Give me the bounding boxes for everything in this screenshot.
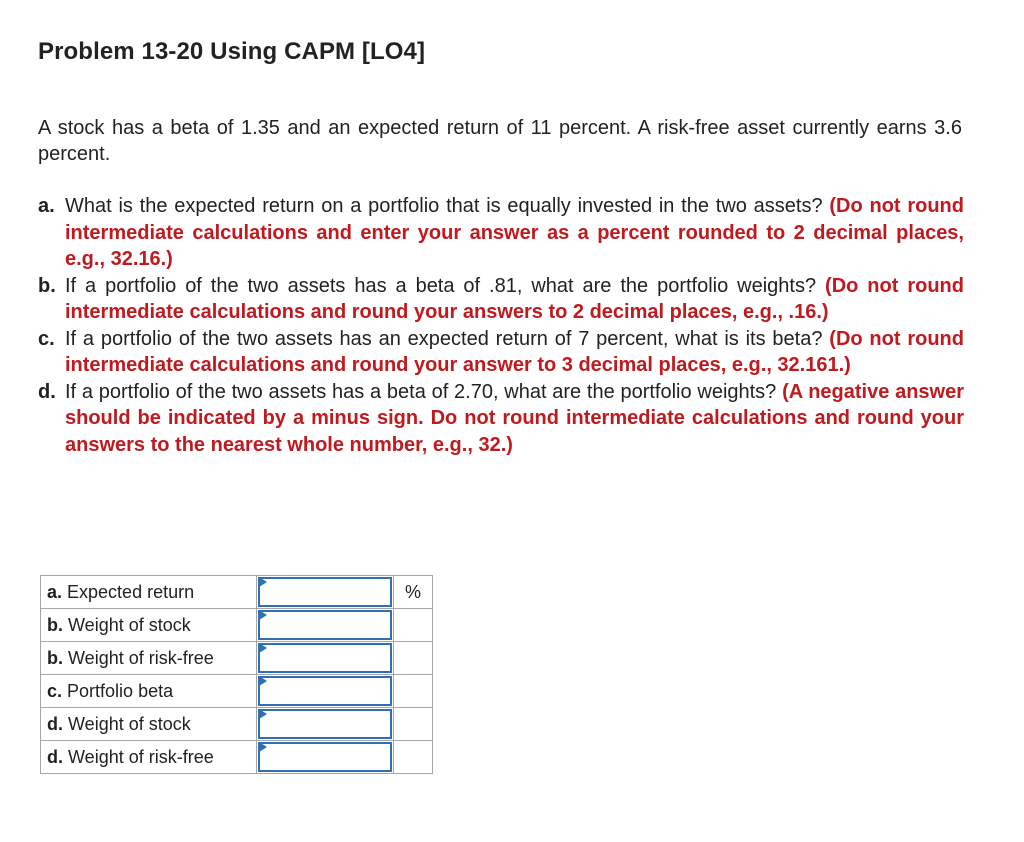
part-question: What is the expected return on a portfolio that is equally invested in the two assets? <box>65 195 823 217</box>
answer-row-c-portfolio-beta <box>41 675 433 708</box>
c-portfolio-beta-input[interactable] <box>260 678 388 704</box>
part-instruction: (Do not round intermediate calculations and enter your answer as a percent rounded to 2 decimal places, e.g., 32.16.) <box>65 195 964 270</box>
answer-label-text: Weight of stock <box>68 713 191 734</box>
answer-table <box>40 575 433 774</box>
answer-label <box>41 708 257 741</box>
answer-label-letter: b. <box>47 614 63 635</box>
answer-unit <box>394 642 433 675</box>
question-part-b <box>38 273 964 326</box>
answer-row-b-weight-riskfree <box>41 642 433 675</box>
answer-label-text: Weight of risk-free <box>68 746 214 767</box>
answer-unit <box>394 675 433 708</box>
d-weight-of-stock-input[interactable] <box>260 711 388 737</box>
part-letter: b. <box>38 274 56 297</box>
answer-label-text: Weight of stock <box>68 614 191 635</box>
question-part-d <box>38 379 964 459</box>
answer-label-letter: d. <box>47 713 63 734</box>
part-letter: c. <box>38 327 55 350</box>
part-letter: a. <box>38 195 55 217</box>
answer-label <box>41 576 257 609</box>
answer-label-letter: a. <box>47 581 63 602</box>
answer-label-text: Portfolio beta <box>67 680 174 701</box>
answer-unit: % <box>394 576 433 609</box>
answer-label <box>41 741 257 774</box>
part-instruction: (Do not round intermediate calculations and round your answer to 3 decimal places, e.g., 32.161.) <box>65 327 964 376</box>
answer-label-text: Expected return <box>67 581 195 602</box>
question-part-a <box>38 193 964 273</box>
answer-label-text: Weight of risk-free <box>68 647 214 668</box>
answer-label <box>41 642 257 675</box>
question-part-c <box>38 326 964 379</box>
part-instruction: (Do not round intermediate calculations and round your answers to 2 decimal places, e.g., .16.) <box>65 274 964 323</box>
part-question: If a portfolio of the two assets has an expected return of 7 percent, what is its beta? <box>65 327 823 350</box>
answer-input-cell <box>257 675 394 708</box>
b-weight-of-stock-input[interactable] <box>260 612 388 638</box>
answer-unit <box>394 609 433 642</box>
answer-input-cell <box>257 642 394 675</box>
part-instruction: (A negative answer should be indicated by a minus sign. Do not round intermediate calculations and round your answers to the nearest whole number, e.g., 32.) <box>65 380 965 456</box>
answer-label-letter: b. <box>47 647 63 668</box>
answer-input-cell <box>257 576 394 609</box>
answer-row-d-weight-stock <box>41 708 433 741</box>
answer-input-cell <box>257 741 394 774</box>
answer-label <box>41 675 257 708</box>
answer-label-letter: c. <box>47 680 63 701</box>
answer-label-letter: d. <box>47 746 63 767</box>
problem-intro: A stock has a beta of 1.35 and an expected return of 11 percent. A risk-free asset currently earns 3.6 percent. <box>38 117 962 165</box>
problem-title: Problem 13-20 Using CAPM [LO4] <box>38 38 426 65</box>
question-list <box>38 193 964 458</box>
answer-unit <box>394 741 433 774</box>
b-weight-of-risk-free-input[interactable] <box>260 645 388 671</box>
answer-label <box>41 609 257 642</box>
expected-return-input[interactable] <box>260 579 388 605</box>
d-weight-of-risk-free-input[interactable] <box>260 744 388 770</box>
part-letter: d. <box>38 380 56 403</box>
answer-row-d-weight-riskfree <box>41 741 433 774</box>
answer-input-cell <box>257 708 394 741</box>
answer-unit <box>394 708 433 741</box>
answer-row-expected-return <box>41 576 433 609</box>
part-question: If a portfolio of the two assets has a beta of 2.70, what are the portfolio weights? <box>65 380 777 403</box>
answer-input-cell <box>257 609 394 642</box>
answer-row-b-weight-stock <box>41 609 433 642</box>
part-question: If a portfolio of the two assets has a beta of .81, what are the portfolio weights? <box>65 274 817 297</box>
